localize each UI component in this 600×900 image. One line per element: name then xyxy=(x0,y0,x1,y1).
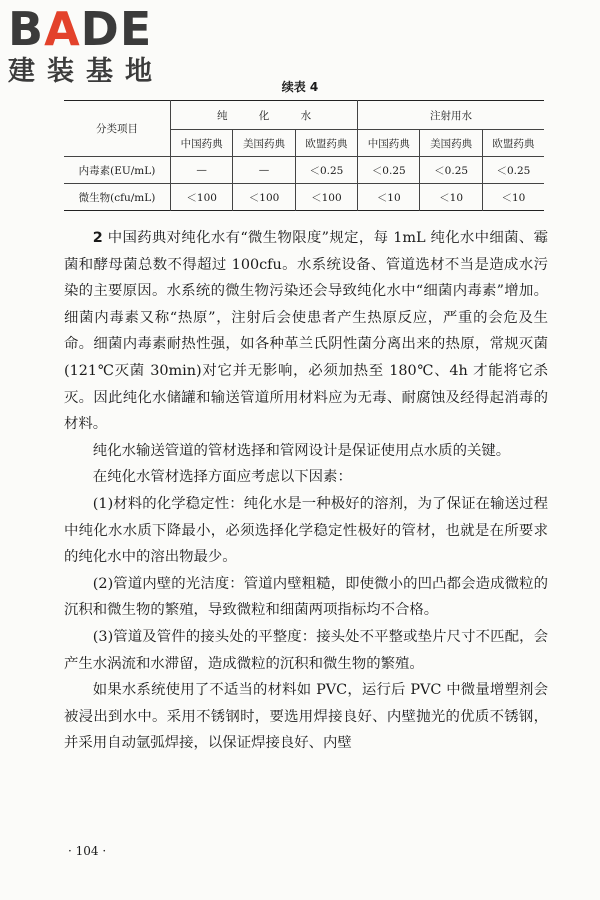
water-standards-table xyxy=(64,100,544,211)
paragraph: 在纯化水管材选择方面应考虑以下因素： xyxy=(92,469,352,486)
page-number: · 104 · xyxy=(68,844,107,858)
row-label: 微生物(cfu/mL) xyxy=(64,184,171,211)
logo-subtitle: 建装基地 xyxy=(8,56,164,87)
table-cell: ＜100 xyxy=(171,184,233,211)
paragraph: (3)管道及管件的接头处的平整度：接头处不平整或垫片尺寸不匹配，会产生水涡流和水滞留，造成微粒的沉积和微生物的繁殖。 xyxy=(64,628,548,672)
paragraph: 2 中国药典对纯化水有“微生物限度”规定，每 1mL 纯化水中细菌、霉菌和酵母菌总数不得超过 100cfu。水系统设备、管道选材不当是造成水污染的主要原因。水系统的微生物污染还会导致纯化水中“细菌内毒素”增加。细菌内毒素又称“热原”，注射后会使患者产生热原反应，严重的会危及生命。细菌内毒素耐热性强，如各种革兰氏阴性菌分离出来的热原，常规灭菌(121℃灭菌 30min)对它并无影响，必须加热至 180℃、4h 才能将它杀灭。因此纯化水储罐和输送管道所用材料应为无毒、耐腐蚀及经得起消毒的材料。 xyxy=(64,230,548,433)
purified-water-header: 纯 化 水 xyxy=(171,101,358,130)
subheader-cell: 欧盟药典 xyxy=(295,130,357,157)
subheader-cell: 欧盟药典 xyxy=(482,130,544,157)
table-cell: ＜10 xyxy=(482,184,544,211)
row-label: 内毒素(EU/mL) xyxy=(64,157,171,184)
table-cell: ＜100 xyxy=(295,184,357,211)
paragraph: 纯化水输送管道的管材选择和管网设计是保证使用点水质的关键。 xyxy=(92,442,511,459)
category-header: 分类项目 xyxy=(64,101,171,157)
logo-wordmark: BADE xyxy=(8,2,153,56)
paragraph: (1)材料的化学稳定性：纯化水是一种极好的溶剂，为了保证在输送过程中纯化水水质下降最小，必须选择化学稳定性极好的管材，也就是在所要求的纯化水中的溶出物最少。 xyxy=(64,495,548,566)
paragraph: 如果水系统使用了不适当的材料如 PVC，运行后 PVC 中微量增塑剂会被浸出到水中。采用不锈钢时，要选用焊接良好、内壁抛光的优质不锈钢，并采用自动氩弧焊接，以保证焊接良好、内壁 xyxy=(64,682,548,752)
table-cell: — xyxy=(233,157,295,184)
table-cell: ＜0.25 xyxy=(482,157,544,184)
table-row xyxy=(64,184,544,211)
table-row xyxy=(64,157,544,184)
subheader-cell: 美国药典 xyxy=(233,130,295,157)
table-cell: ＜10 xyxy=(358,184,420,211)
table-cell: — xyxy=(171,157,233,184)
subheader-cell: 中国药典 xyxy=(358,130,420,157)
table-cell: ＜0.25 xyxy=(295,157,357,184)
table-cell: ＜0.25 xyxy=(358,157,420,184)
table-cell: ＜10 xyxy=(420,184,482,211)
table-cell: ＜100 xyxy=(233,184,295,211)
table-cell: ＜0.25 xyxy=(420,157,482,184)
body-text xyxy=(64,225,548,757)
paragraph: (2)管道内壁的光洁度：管道内壁粗糙，即使微小的凹凸都会造成微粒的沉积和微生物的繁殖，导致微粒和细菌两项指标均不合格。 xyxy=(64,575,548,619)
table-header-row xyxy=(64,101,544,130)
paragraph-number: 2 xyxy=(92,230,103,246)
table-title: 续表 4 xyxy=(281,80,319,94)
subheader-cell: 美国药典 xyxy=(420,130,482,157)
brand-logo xyxy=(8,4,208,88)
injection-water-header: 注射用水 xyxy=(358,101,544,130)
subheader-cell: 中国药典 xyxy=(171,130,233,157)
